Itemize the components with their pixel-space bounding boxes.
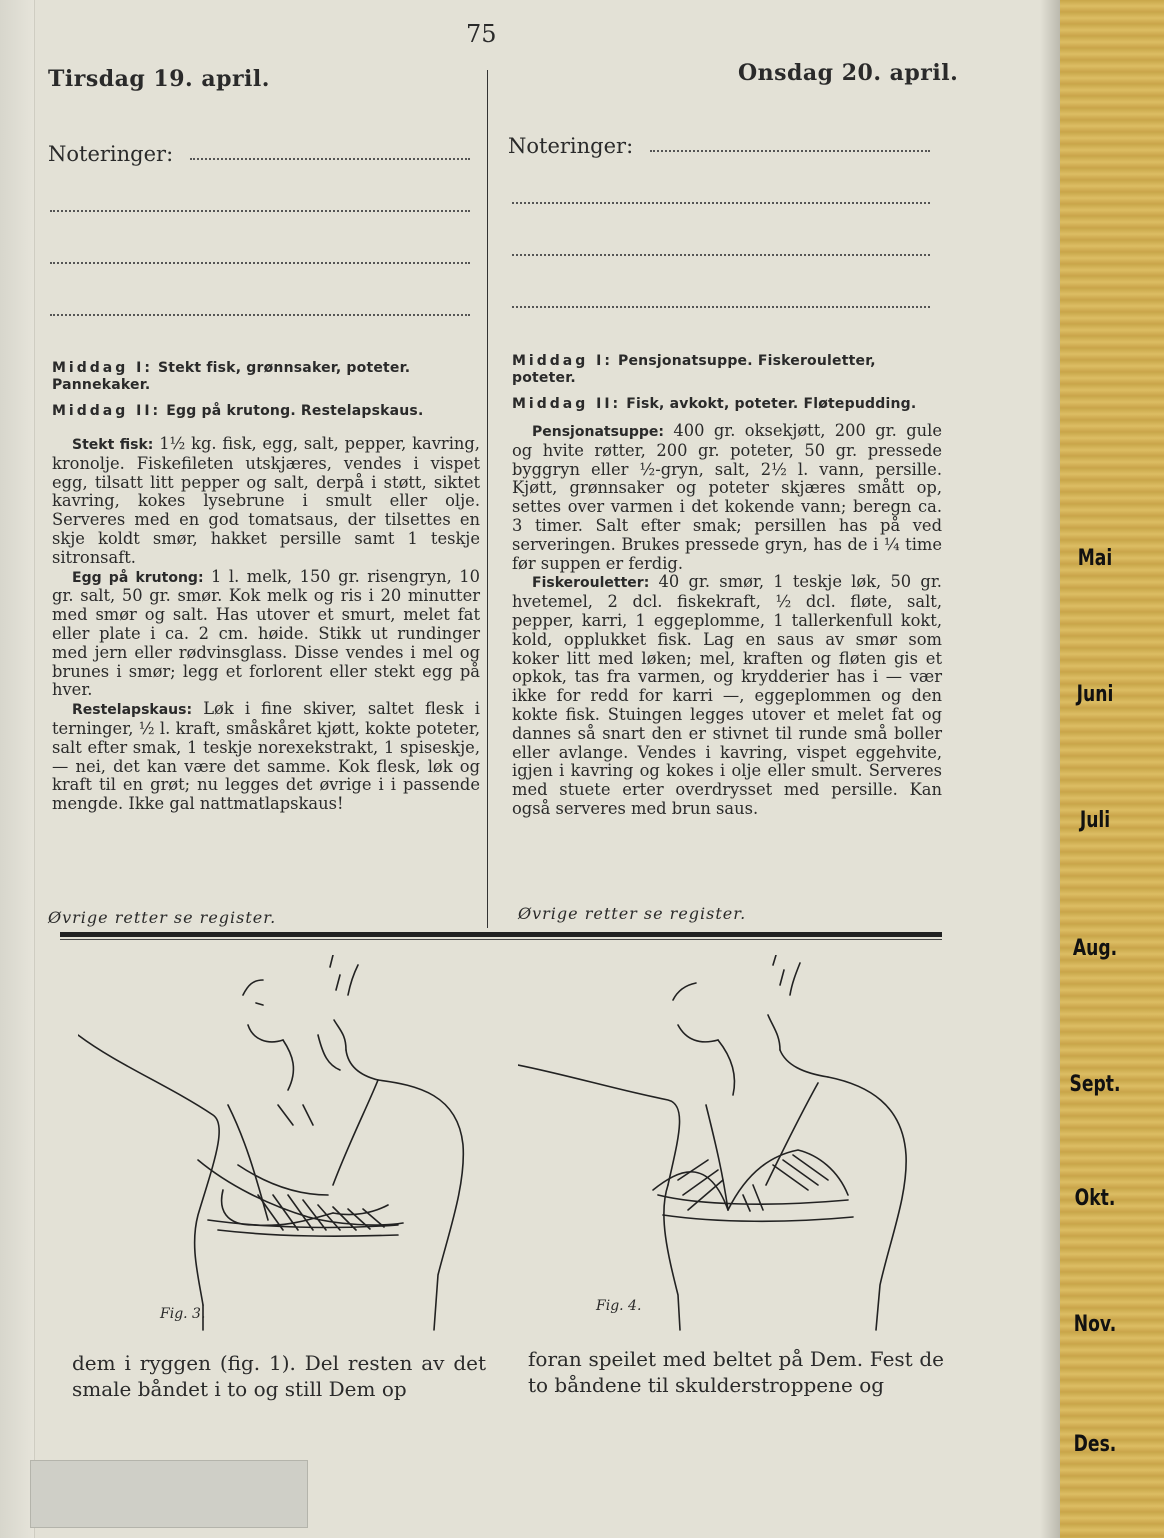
month-tab-sept[interactable]: Sept. [1069,1072,1121,1097]
right-notes-line-3 [512,254,930,256]
right-menu-1: Middag I: Pensjonatsuppe. Fiskerouletter, poteter. [512,353,876,386]
month-tab-okt[interactable]: Okt. [1074,1186,1116,1211]
month-tab-des[interactable]: Des. [1073,1432,1117,1457]
right-notes-line-1 [650,150,930,152]
month-tab-mai[interactable]: Mai [1077,546,1113,571]
left-notes-line-3 [50,262,470,264]
left-register-note: Øvrige retter se register. [48,908,277,927]
left-notes-line-4 [50,314,470,316]
left-notes-label: Noteringer: [48,142,174,166]
recipe-egg-pa-krutong: Egg på krutong: 1 l. melk, 150 gr. risengryn, 10 gr. salt, 50 gr. smør. Kok melk og ris i 20 minutter med smør og salt. Has utover et smurt, melet fat eller plate i ca. 2 cm. høide. Stikk ut rundinger med jern eller rødvinsglass. Disse vendes i mel og brunes i smør; legg et forlorent eller stekt egg på hver. [52,566,480,700]
page-number: 75 [466,20,497,48]
figure-4-caption: Fig. 4. [596,1298,642,1314]
figure-3-illustration [78,955,488,1335]
right-day-heading: Onsdag 20. april. [738,60,959,86]
column-divider [487,70,488,928]
recipe-fiskerouletter: Fiskerouletter: 40 gr. smør, 1 teskje løk, 50 gr. hvetemel, 2 dcl. fiskekraft, ½ dcl. fløte, salt, pepper, karri, 1 eggeplomme, 1 tallerkenfull kokt, kold, opplukket fisk. Lag en saus av smør som koker litt med løken; mel, kraften og fløten gis et opkok, tas fra varmen, og krydderier has i — vær ikke for redd for karri —, eggeplommen og den kokte fisk. Stuingen legges utover et melet fat og dannes så snart den er stivnet til runde små boller eller avlange. Vendes i kavring, vispet eggehvite, igjen i kavring og kokes i olje eller smult. Serveres med stuete erter overdrysset med persille. Kan også serveres med brun saus. [512,572,942,818]
left-notes-line-2 [50,210,470,212]
right-notes-line-4 [512,306,930,308]
right-column [512,353,942,819]
right-register-note: Øvrige retter se register. [518,904,747,923]
left-menu-1: Middag I: Stekt fisk, grønnsaker, poteter. Pannekaker. [52,360,411,393]
right-menu-2: Middag II: Fisk, avkokt, poteter. Fløtepudding. [512,396,917,412]
recipe-stekt-fisk: Stekt fisk: 1½ kg. fisk, egg, salt, pepper, kavring, kronolje. Fiskefileten utskjæres, vendes i vispet egg, tilsatt litt pepper og salt, derpå i støtt, siktet kavring, kokes lysebrune i smult eller olje. Serveres med en god tomatsaus, der tilsettes en skje koldt smør, hakket persille samt 1 teskje sitronsaft. [52,434,480,567]
section-rule [60,932,942,937]
month-tab-juli[interactable]: Juli [1079,808,1111,833]
figure-3-caption: Fig. 3. [160,1306,206,1322]
section-rule-thin [60,939,942,940]
recipe-restelapskaus: Restelapskaus: Løk i fine skiver, saltet flesk i terninger, ½ l. kraft, småskåret kjøtt, kokte poteter, salt efter smak, 1 teskje norexekstrakt, 1 spiseskje, — nei, det kan være det samme. Kok flesk, løk og kraft til en grøt; nu legges det øvrige i i passende mengde. Ikke gal nattmatlapskaus! [52,699,480,814]
left-menu-2: Middag II: Egg på krutong. Restelapskaus. [52,403,424,419]
figure-4-illustration [518,955,938,1335]
recipe-pensjonatsuppe: Pensjonatsuppe: 400 gr. oksekjøtt, 200 gr. gule og hvite røtter, 200 gr. poteter, 50 gr. pressede byggryn eller ½-gryn, salt, 2½ l. vann, persille. Kjøtt, grønnsaker og poteter skjæres smått op, settes over varmen i det kokende vann; beregn ca. 3 timer. Salt efter smak; persillen has på ved serveringen. Brukes pressede gryn, has de i ¼ time før suppen er ferdig. [512,421,942,573]
left-column [52,360,480,814]
page-binding [0,0,35,1538]
bottom-text-left: dem i ryggen (fig. 1). Del resten av det smale båndet i to og still Dem op [72,1351,486,1401]
month-tab-juni[interactable]: Juni [1076,682,1114,707]
left-notes-line-1 [190,158,470,160]
right-notes-line-2 [512,202,930,204]
footer-label-patch [30,1460,308,1528]
left-day-heading: Tirsdag 19. april. [48,66,270,92]
page-edge-shadow [1040,0,1060,1538]
month-tab-nov[interactable]: Nov. [1073,1312,1117,1337]
month-tab-edge [1058,0,1164,1538]
bottom-text-right: foran speilet med beltet på Dem. Fest de to båndene til skulderstroppene og [528,1347,944,1397]
month-tab-aug[interactable]: Aug. [1072,936,1118,961]
right-notes-label: Noteringer: [508,134,634,158]
